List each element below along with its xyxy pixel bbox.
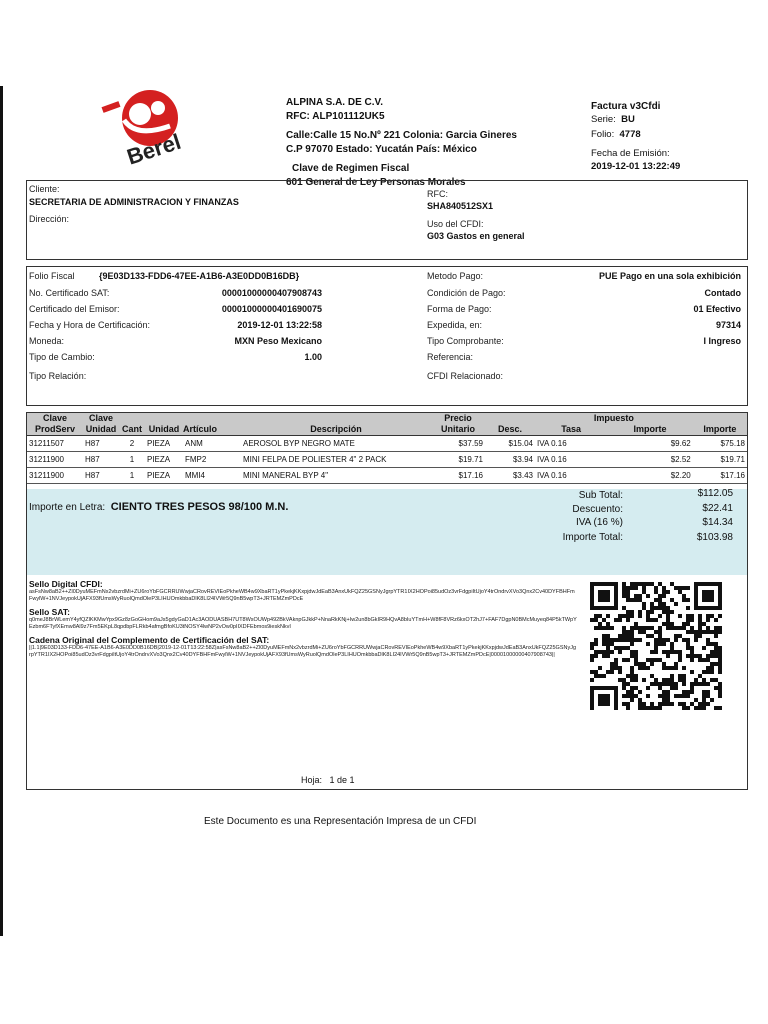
cell-clave-unidad: H87 xyxy=(83,436,119,452)
subtotal-label: Sub Total: xyxy=(578,490,623,501)
cell-tasa: IVA 0.16 xyxy=(535,436,627,452)
cell-cant: 1 xyxy=(119,468,145,484)
cell-importe: $75.18 xyxy=(693,436,747,452)
total-label: Importe Total: xyxy=(562,532,623,543)
payment-method-value: PUE Pago en una sola exhibición xyxy=(598,271,741,281)
amount-words-value: CIENTO TRES PESOS 98/100 M.N. xyxy=(110,501,289,513)
cell-desc: $3.43 xyxy=(485,468,535,484)
cell-precio: $17.16 xyxy=(431,468,485,484)
payment-method-label: Metodo Pago: xyxy=(427,271,484,281)
discount-label: Descuento: xyxy=(572,504,623,515)
address-label: Dirección: xyxy=(29,214,70,224)
issuer-rfc: RFC: ALP101112UK5 xyxy=(286,110,385,122)
cell-prodserv: 31211900 xyxy=(27,468,83,484)
emission-date-value: 2019-12-01 13:22:49 xyxy=(591,161,681,172)
cell-imp-importe: $2.20 xyxy=(627,468,693,484)
regime-value: 601 General de Ley Personas Morales xyxy=(286,176,466,188)
cell-tasa: IVA 0.16 xyxy=(535,468,627,484)
serie-label: Serie: xyxy=(591,114,616,125)
cell-desc: $3.94 xyxy=(485,452,535,468)
folio-fiscal-value: {9E03D133-FDD6-47EE-A1B6-A3E0DD0B16DB} xyxy=(99,271,300,281)
cell-descripcion: AEROSOL BYP NEGRO MATE xyxy=(241,436,431,452)
col-clave-unidad: Clave Unidad xyxy=(83,413,119,436)
cell-importe: $17.16 xyxy=(693,468,747,484)
cfdi-use-value: G03 Gastos en general xyxy=(427,231,525,241)
reference-label: Referencia: xyxy=(427,352,474,362)
cfdi-use-label: Uso del CFDI: xyxy=(427,219,484,229)
payment-condition-label: Condición de Pago: xyxy=(427,288,506,298)
invoice-info xyxy=(591,100,680,173)
exchange-label: Tipo de Cambio: xyxy=(29,352,95,362)
cell-prodserv: 31211507 xyxy=(27,436,83,452)
currency-value: MXN Peso Mexicano xyxy=(234,336,322,346)
table-row xyxy=(27,468,747,484)
cell-desc: $15.04 xyxy=(485,436,535,452)
currency-label: Moneda: xyxy=(29,336,65,346)
cell-descripcion: MINI FELPA DE POLIESTER 4" 2 PACK xyxy=(241,452,431,468)
iva-label: IVA (16 %) xyxy=(575,517,623,528)
cell-articulo: MMI4 xyxy=(183,468,241,484)
regime-label: Clave de Regimen Fiscal xyxy=(292,163,410,174)
client-label: Cliente: xyxy=(29,184,60,194)
cell-articulo: ANM xyxy=(183,436,241,452)
total-value: $103.98 xyxy=(696,532,733,543)
original-chain-label: Cadena Original del Complemento de Certificación del SAT: xyxy=(29,635,270,645)
sat-seal-value: q0meJ8BrWLemY4yfQZlKKMwYpx9Gz8zGoGHom9aJs5gdyGaD1Ac3AODUASBH7UT8WsOUWp492BkVAknpGJkkP+NnaRkKNj+Iw2un8bGkIR9HQvA8bIuYTmH+W8fF8VRz6kxOT2hJ7+FAF7DgpN0BMcMuyeq84P5kTWpYEzbm6FTyfXEmw8Al9z7Fm5EKpL8qpdbpFLRkb4afmgBfoKU3tNOSY4lwNP2vOw0pIIXDFEbmos9ieskNkvI xyxy=(29,617,577,630)
invoice-title: Factura v3Cfdi xyxy=(591,101,661,112)
cell-clave-unidad: H87 xyxy=(83,452,119,468)
page-value: 1 de 1 xyxy=(329,775,355,785)
cell-articulo: FMP2 xyxy=(183,452,241,468)
col-impuesto: Impuesto Tasa Importe xyxy=(535,413,693,436)
items-table xyxy=(27,413,747,484)
logo-text: Berel xyxy=(123,128,184,166)
cell-unidad: PIEZA xyxy=(145,452,183,468)
table-row xyxy=(27,436,747,452)
totals-section xyxy=(27,489,747,575)
voucher-type-value: I Ingreso xyxy=(703,336,741,346)
cert-sat-value: 00001000000407908743 xyxy=(221,288,322,298)
issuer-block xyxy=(286,96,517,189)
col-importe: Importe xyxy=(693,413,747,436)
payment-form-label: Forma de Pago: xyxy=(427,304,492,314)
payment-form-value: 01 Efectivo xyxy=(693,304,741,314)
cell-prodserv: 31211900 xyxy=(27,452,83,468)
client-name: SECRETARIA DE ADMINISTRACION Y FINANZAS xyxy=(29,197,239,207)
cert-date-value: 2019-12-01 13:22:58 xyxy=(237,320,322,330)
cell-importe: $19.71 xyxy=(693,452,747,468)
seals-section xyxy=(29,579,577,659)
discount-value: $22.41 xyxy=(702,503,733,514)
folio-fiscal-label: Folio Fiscal xyxy=(29,271,75,281)
cfdi-seal-label: Sello Digital CFDI: xyxy=(29,579,103,589)
folio-label: Folio: xyxy=(591,129,615,140)
payment-condition-value: Contado xyxy=(704,288,741,298)
cell-cant: 1 xyxy=(119,452,145,468)
client-rfc-label: RFC: xyxy=(427,189,448,199)
relation-label: Tipo Relación: xyxy=(29,371,87,381)
table-row xyxy=(27,452,747,468)
exchange-value: 1.00 xyxy=(304,352,322,362)
voucher-type-label: Tipo Comprobante: xyxy=(427,336,504,346)
qr-code-icon xyxy=(589,582,723,710)
cell-descripcion: MINI MANERAL BYP 4" xyxy=(241,468,431,484)
issuer-name: ALPINA S.A. DE C.V. xyxy=(286,97,384,108)
folio-value: 4778 xyxy=(619,129,641,140)
cell-unidad: PIEZA xyxy=(145,468,183,484)
cell-tasa: IVA 0.16 xyxy=(535,452,627,468)
fiscal-box xyxy=(26,266,748,406)
cert-date-label: Fecha y Hora de Certificación: xyxy=(29,320,151,330)
col-articulo: Artículo xyxy=(183,413,241,436)
issued-in-value: 97314 xyxy=(715,320,741,330)
cfdi-seal-value: asFsNw8aB2++Zl0DyuMEFmNx2vbzrdMi+ZU6roYbFGCRRUWwjaCRovREVIEoPkheWB4w9XbaRT1yPkekjKKxpjdwJdEaB3AnxUkFQZ25GSNyJgrpYTR1IX2HOPoi85udOz3vrFdgpiItUjoY4trOndrvXVo3Qnx2Cv40DYFBHFmFwylW+1NVJeypokUjAFX93fUmsWyRuolQmdOleP3LIHUOmkbbaDlK8LI24IVWr5Q9nB5wpT3+JRTEMZmPDcE xyxy=(29,589,575,602)
issued-in-label: Expedida, en: xyxy=(427,320,483,330)
cell-cant: 2 xyxy=(119,436,145,452)
berel-logo xyxy=(96,86,208,166)
subtotal-value: $112.05 xyxy=(697,488,733,499)
client-rfc-value: SHA840512SX1 xyxy=(427,201,494,211)
cell-imp-importe: $9.62 xyxy=(627,436,693,452)
issuer-address-line1: Calle:Calle 15 No.Nº 221 Colonia: Garcia Gineres xyxy=(286,130,517,141)
col-descripcion: Descripción xyxy=(241,413,431,436)
original-chain-value: ||1.1|9E03D133-FDD6-47EE-A1B6-A3E0DD0B16DB|2019-12-01T13:22:58Z|asFsNw8aB2++Zl0DyuMEFmNx2vbzrdMi+ZU6roYbFGCRRUWwjaCRovREVIEoPkheWB4w9XbaRT1yPkekjKKxpjdwJdEaB3AnxUkFQZ25GSNyJgrpYTR1IX2HOPoi85udOz3vrFdgpiItUjoY4trOndrvXVo3Qnx2Cv40DYFBHFmFwylW+1NVJeypokUjAFX93fUmsWyRuolQmdOleP3LIHUOmkbbaDlK8LI24IVWr5Q9nB5wpT3+JRTEMZmPDcE|00001000000407908743|| xyxy=(29,645,577,658)
emission-date-label: Fecha de Emisión: xyxy=(591,148,670,159)
issuer-address-line2: C.P 97070 Estado: Yucatán País: México xyxy=(286,143,477,155)
col-prodserv: Clave ProdServ xyxy=(27,413,83,436)
serie-value: BU xyxy=(621,114,635,125)
items-header-row xyxy=(27,413,747,436)
page-indicator xyxy=(301,775,355,785)
col-cant: Cant xyxy=(119,413,145,436)
client-box xyxy=(26,180,748,260)
cell-imp-importe: $2.52 xyxy=(627,452,693,468)
footer-note: Este Documento es una Representación Impresa de un CFDI xyxy=(204,816,477,827)
cert-emisor-value: 00001000000401690075 xyxy=(221,304,322,314)
amount-words-label: Importe en Letra: xyxy=(29,502,106,513)
related-cfdi-label: CFDI Relacionado: xyxy=(427,371,504,381)
amount-in-words xyxy=(29,501,288,513)
col-desc: Desc. xyxy=(485,413,535,436)
iva-value: $14.34 xyxy=(702,517,733,528)
col-unidad: Unidad xyxy=(145,413,183,436)
cell-clave-unidad: H87 xyxy=(83,468,119,484)
cert-emisor-label: Certificado del Emisor: xyxy=(29,304,120,314)
page-label: Hoja: xyxy=(301,775,323,785)
cell-precio: $19.71 xyxy=(431,452,485,468)
sat-seal-label: Sello SAT: xyxy=(29,607,70,617)
col-precio: Precio Unitario xyxy=(431,413,485,436)
cell-unidad: PIEZA xyxy=(145,436,183,452)
cell-precio: $37.59 xyxy=(431,436,485,452)
cert-sat-label: No. Certificado SAT: xyxy=(29,288,110,298)
scan-edge xyxy=(0,86,3,936)
